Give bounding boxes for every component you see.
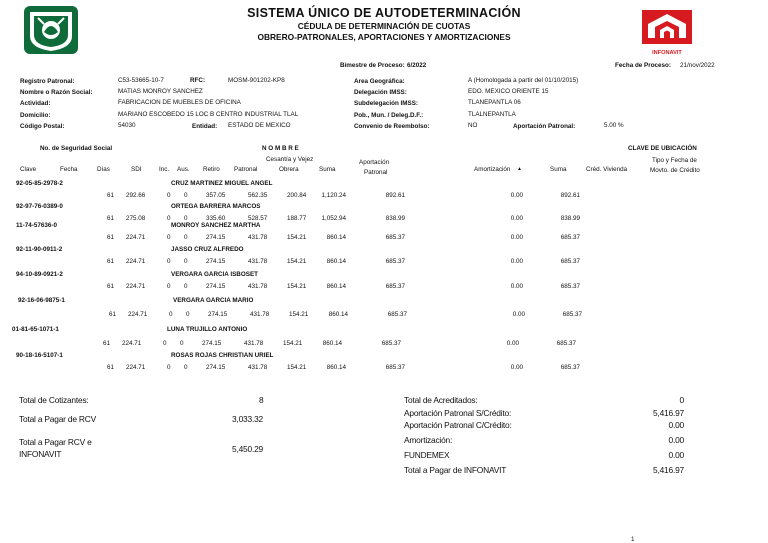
entidad-label: Entidad: <box>192 123 218 130</box>
row-sdi: 224.71 <box>126 258 146 265</box>
row-aus: 0 <box>180 340 184 347</box>
row-suma2: 685.37 <box>560 364 580 371</box>
row-nss: 92-05-85-2978-2 <box>16 180 63 187</box>
row-retiro: 274.15 <box>202 340 222 347</box>
row-suma2: 685.37 <box>556 340 576 347</box>
sort-ascending-icon[interactable]: ▲ <box>517 166 522 172</box>
row-sdi: 275.08 <box>126 215 146 222</box>
row-dias: 61 <box>109 311 117 318</box>
row-sdi: 224.71 <box>122 340 142 347</box>
total-rcv-infonavit-value: 5,450.29 <box>232 444 264 454</box>
row-aus: 0 <box>184 234 188 241</box>
row-patronal: 431.78 <box>248 234 268 241</box>
rfc-value: MOSM-901202-KP8 <box>228 77 285 84</box>
row-suma: 860.14 <box>326 234 346 241</box>
col-sdi-header: SDI <box>131 166 142 173</box>
infonavit-logo-text: INFONAVIT <box>652 50 682 56</box>
col-tipo-header-2: Movto. de Crédito <box>650 167 700 174</box>
row-nss: 92-97-76-0389-0 <box>16 203 63 210</box>
col-cesantia-header: Cesantía y Vejez <box>266 156 314 163</box>
row-suma2: 685.37 <box>560 258 580 265</box>
row-sdi: 224.71 <box>126 364 146 371</box>
nombre-value: MATIAS MONROY SANCHEZ <box>118 88 203 95</box>
row-sdi: 292.66 <box>126 192 146 199</box>
row-suma2: 838.99 <box>560 215 580 222</box>
col-dias-header: Días <box>97 166 110 173</box>
bimestre-value: 6/2022 <box>407 62 427 69</box>
subdelegacion-value: TLANEPANTLA 06 <box>468 99 521 106</box>
fecha-proceso-value: 21/nov/2022 <box>680 62 715 69</box>
bimestre-label: Bimestre de Proceso: <box>340 62 405 69</box>
row-obrera: 188.77 <box>287 215 307 222</box>
total-cotizantes-label: Total de Cotizantes: <box>19 395 89 405</box>
col-obrera-header: Obrera <box>279 166 299 173</box>
convenio-label: Convenio de Reembolso: <box>354 123 430 130</box>
col-suma-header: Suma <box>319 166 336 173</box>
delegacion-value: EDO. MEXICO ORIENTE 15 <box>468 88 549 95</box>
row-suma: 860.14 <box>326 283 346 290</box>
subdelegacion-label: Subdelegación IMSS: <box>354 100 419 107</box>
page-number: 1 <box>631 536 635 543</box>
row-amortizacion: 0.00 <box>512 311 525 318</box>
row-aus: 0 <box>184 283 188 290</box>
row-inc: 0 <box>169 311 173 318</box>
row-obrera: 154.21 <box>289 311 309 318</box>
row-obrera: 154.21 <box>287 364 307 371</box>
row-name: VERGARA GARCIA ISBOSET <box>171 271 258 278</box>
total-acreditados-label: Total de Acreditados: <box>404 395 478 405</box>
row-amortizacion: 0.00 <box>510 192 523 199</box>
aportacion-sin-credito-value: 5,416.97 <box>652 408 684 418</box>
row-retiro: 274.15 <box>206 234 226 241</box>
nombre-label: Nombre o Razón Social: <box>20 89 93 96</box>
domicilio-value: MARIANO ESCOBEDO 15 LOC B CENTRO INDUSTRIAL TLAL <box>118 111 299 118</box>
row-dias: 61 <box>107 364 115 371</box>
amortizacion-total-value: 0.00 <box>668 435 684 445</box>
row-amortizacion: 0.00 <box>506 340 519 347</box>
row-inc: 0 <box>167 234 171 241</box>
row-sdi: 224.71 <box>126 234 146 241</box>
row-suma: 1,052.94 <box>321 215 346 222</box>
row-suma: 860.14 <box>322 340 342 347</box>
actividad-label: Actividad: <box>20 100 51 107</box>
col-inc-header: Inc. <box>159 166 170 173</box>
row-inc: 0 <box>163 340 167 347</box>
total-rcv-infonavit-label-2: INFONAVIT <box>19 449 62 459</box>
row-aportacion: 685.37 <box>385 234 405 241</box>
row-patronal: 431.78 <box>244 340 264 347</box>
actividad-value: FABRICACION DE MUEBLES DE OFICINA <box>118 99 241 106</box>
pob-value: TLALNEPANTLA <box>468 111 516 118</box>
total-rcv-label: Total a Pagar de RCV <box>19 414 97 424</box>
page-title: SISTEMA ÚNICO DE AUTODETERMINACIÓN <box>247 6 521 20</box>
row-name: VERGARA GARCIA MARIO <box>173 297 254 304</box>
col-fecha-header: Fecha <box>60 166 78 173</box>
area-label: Area Geográfica: <box>354 78 405 85</box>
row-patronal: 431.78 <box>250 311 270 318</box>
col-amortizacion-header[interactable]: Amortización <box>474 166 511 173</box>
row-suma: 1,120.24 <box>321 192 346 199</box>
row-sdi: 224.71 <box>126 283 146 290</box>
row-dias: 61 <box>107 215 115 222</box>
row-suma2: 685.37 <box>560 283 580 290</box>
row-patronal: 431.78 <box>248 364 268 371</box>
area-value: A (Homologada a partir del 01/10/2015) <box>468 77 579 84</box>
row-amortizacion: 0.00 <box>510 234 523 241</box>
row-patronal: 562.35 <box>248 192 268 199</box>
total-rcv-value: 3,033.32 <box>232 414 264 424</box>
total-infonavit-value: 5,416.97 <box>652 465 684 475</box>
row-name: MONROY SANCHEZ MARTHA <box>171 222 261 229</box>
col-clave-header: Clave <box>20 166 37 173</box>
row-suma2: 892.61 <box>560 192 580 199</box>
cp-label: Código Postal: <box>20 123 65 130</box>
row-dias: 61 <box>107 192 115 199</box>
row-name: CRUZ MARTINEZ MIGUEL ANGEL <box>171 180 273 187</box>
registro-value: C53-53665-10-7 <box>118 77 164 84</box>
row-inc: 0 <box>167 258 171 265</box>
row-aus: 0 <box>184 192 188 199</box>
convenio-value: NO <box>468 122 478 129</box>
row-aus: 0 <box>186 311 190 318</box>
total-acreditados-value: 0 <box>679 395 684 405</box>
row-obrera: 200.84 <box>287 192 307 199</box>
row-dias: 61 <box>107 258 115 265</box>
row-aportacion: 685.37 <box>381 340 401 347</box>
row-inc: 0 <box>167 192 171 199</box>
registro-label: Registro Patronal: <box>20 78 75 85</box>
row-inc: 0 <box>167 215 171 222</box>
row-nss: 94-10-89-0921-2 <box>16 271 63 278</box>
row-patronal: 431.78 <box>248 283 268 290</box>
row-aportacion: 685.37 <box>387 311 407 318</box>
rfc-label: RFC: <box>190 77 206 84</box>
row-patronal: 431.78 <box>248 258 268 265</box>
fundemex-value: 0.00 <box>668 450 684 460</box>
fecha-proceso-label: Fecha de Proceso: <box>615 62 671 69</box>
row-nss: 01-81-65-1071-1 <box>12 326 59 333</box>
fundemex-label: FUNDEMEX <box>404 450 450 460</box>
col-retiro-header: Retiro <box>203 166 220 173</box>
col-aportacion-header-2: Patronal <box>364 169 388 176</box>
row-name: JASSO CRUZ ALFREDO <box>171 246 244 253</box>
page-subtitle-1: CÉDULA DE DETERMINACIÓN DE CUOTAS <box>297 21 471 31</box>
col-cred-vivienda-header: Créd. Vivienda <box>586 166 628 173</box>
row-retiro: 274.15 <box>206 258 226 265</box>
row-dias: 61 <box>103 340 111 347</box>
row-aportacion: 685.37 <box>385 364 405 371</box>
row-aus: 0 <box>184 258 188 265</box>
row-retiro: 274.15 <box>206 364 226 371</box>
infonavit-logo <box>642 10 692 56</box>
total-cotizantes-value: 8 <box>259 395 264 405</box>
row-patronal: 528.57 <box>248 215 268 222</box>
row-sdi: 224.71 <box>128 311 148 318</box>
row-aportacion: 892.61 <box>385 192 405 199</box>
row-obrera: 154.21 <box>287 258 307 265</box>
aportacion-con-credito-value: 0.00 <box>668 420 684 430</box>
row-aus: 0 <box>184 215 188 222</box>
row-suma: 860.14 <box>326 364 346 371</box>
col-nombre-header: N O M B R E <box>262 145 299 152</box>
row-inc: 0 <box>167 364 171 371</box>
delegacion-label: Delegación IMSS: <box>354 89 407 96</box>
page-subtitle-2: OBRERO-PATRONALES, APORTACIONES Y AMORTIZACIONES <box>257 32 511 42</box>
row-suma: 860.14 <box>328 311 348 318</box>
col-aus-header: Aus. <box>177 166 190 173</box>
row-retiro: 335.60 <box>206 215 226 222</box>
row-obrera: 154.21 <box>283 340 303 347</box>
row-retiro: 274.15 <box>208 311 228 318</box>
row-name: LUNA TRUJILLO ANTONIO <box>167 326 248 333</box>
pob-label: Pob., Mun. / Deleg.D.F.: <box>354 112 424 119</box>
row-retiro: 357.05 <box>206 192 226 199</box>
row-obrera: 154.21 <box>287 234 307 241</box>
row-aportacion: 838.99 <box>385 215 405 222</box>
row-dias: 61 <box>107 283 115 290</box>
row-amortizacion: 0.00 <box>510 258 523 265</box>
total-infonavit-label: Total a Pagar de INFONAVIT <box>404 465 507 475</box>
entidad-value: ESTADO DE MEXICO <box>228 122 291 129</box>
row-name: ORTEGA BARRERA MARCOS <box>171 203 261 210</box>
col-nss-header: No. de Seguridad Social <box>40 145 113 152</box>
col-suma2-header: Suma <box>550 166 567 173</box>
row-amortizacion: 0.00 <box>510 283 523 290</box>
row-dias: 61 <box>107 234 115 241</box>
row-aportacion: 685.37 <box>385 258 405 265</box>
col-patronal-header: Patronal <box>234 166 258 173</box>
row-amortizacion: 0.00 <box>510 215 523 222</box>
aportacion-patronal-label: Aportación Patronal: <box>513 123 576 130</box>
cp-value: 54030 <box>118 122 136 129</box>
row-amortizacion: 0.00 <box>510 364 523 371</box>
col-aportacion-header-1: Aportación <box>359 159 390 166</box>
amortizacion-total-label: Amortización: <box>404 435 453 445</box>
row-nss: 92-16-06-9875-1 <box>18 297 65 304</box>
aportacion-patronal-value: 5.00 % <box>604 122 624 129</box>
row-nss: 11-74-57636-0 <box>16 222 57 229</box>
row-aus: 0 <box>184 364 188 371</box>
row-inc: 0 <box>167 283 171 290</box>
domicilio-label: Domicilio: <box>20 112 51 119</box>
col-tipo-header-1: Tipo y Fecha de <box>652 157 697 164</box>
row-aportacion: 685.37 <box>385 283 405 290</box>
aportacion-con-credito-label: Aportación Patronal C/Crédito: <box>404 420 512 430</box>
row-obrera: 154.21 <box>287 283 307 290</box>
row-suma: 860.14 <box>326 258 346 265</box>
row-nss: 92-11-90-0911-2 <box>16 246 63 253</box>
total-rcv-infonavit-label-1: Total a Pagar RCV e <box>19 437 92 447</box>
row-name: ROSAS ROJAS CHRISTIAN URIEL <box>171 352 274 359</box>
row-nss: 90-18-16-5107-1 <box>16 352 63 359</box>
row-suma2: 685.37 <box>560 234 580 241</box>
row-suma2: 685.37 <box>562 311 582 318</box>
aportacion-sin-credito-label: Aportación Patronal S/Crédito: <box>404 408 512 418</box>
col-clave-ubicacion-header: CLAVE DE UBICACIÓN <box>628 145 697 152</box>
row-retiro: 274.15 <box>206 283 226 290</box>
